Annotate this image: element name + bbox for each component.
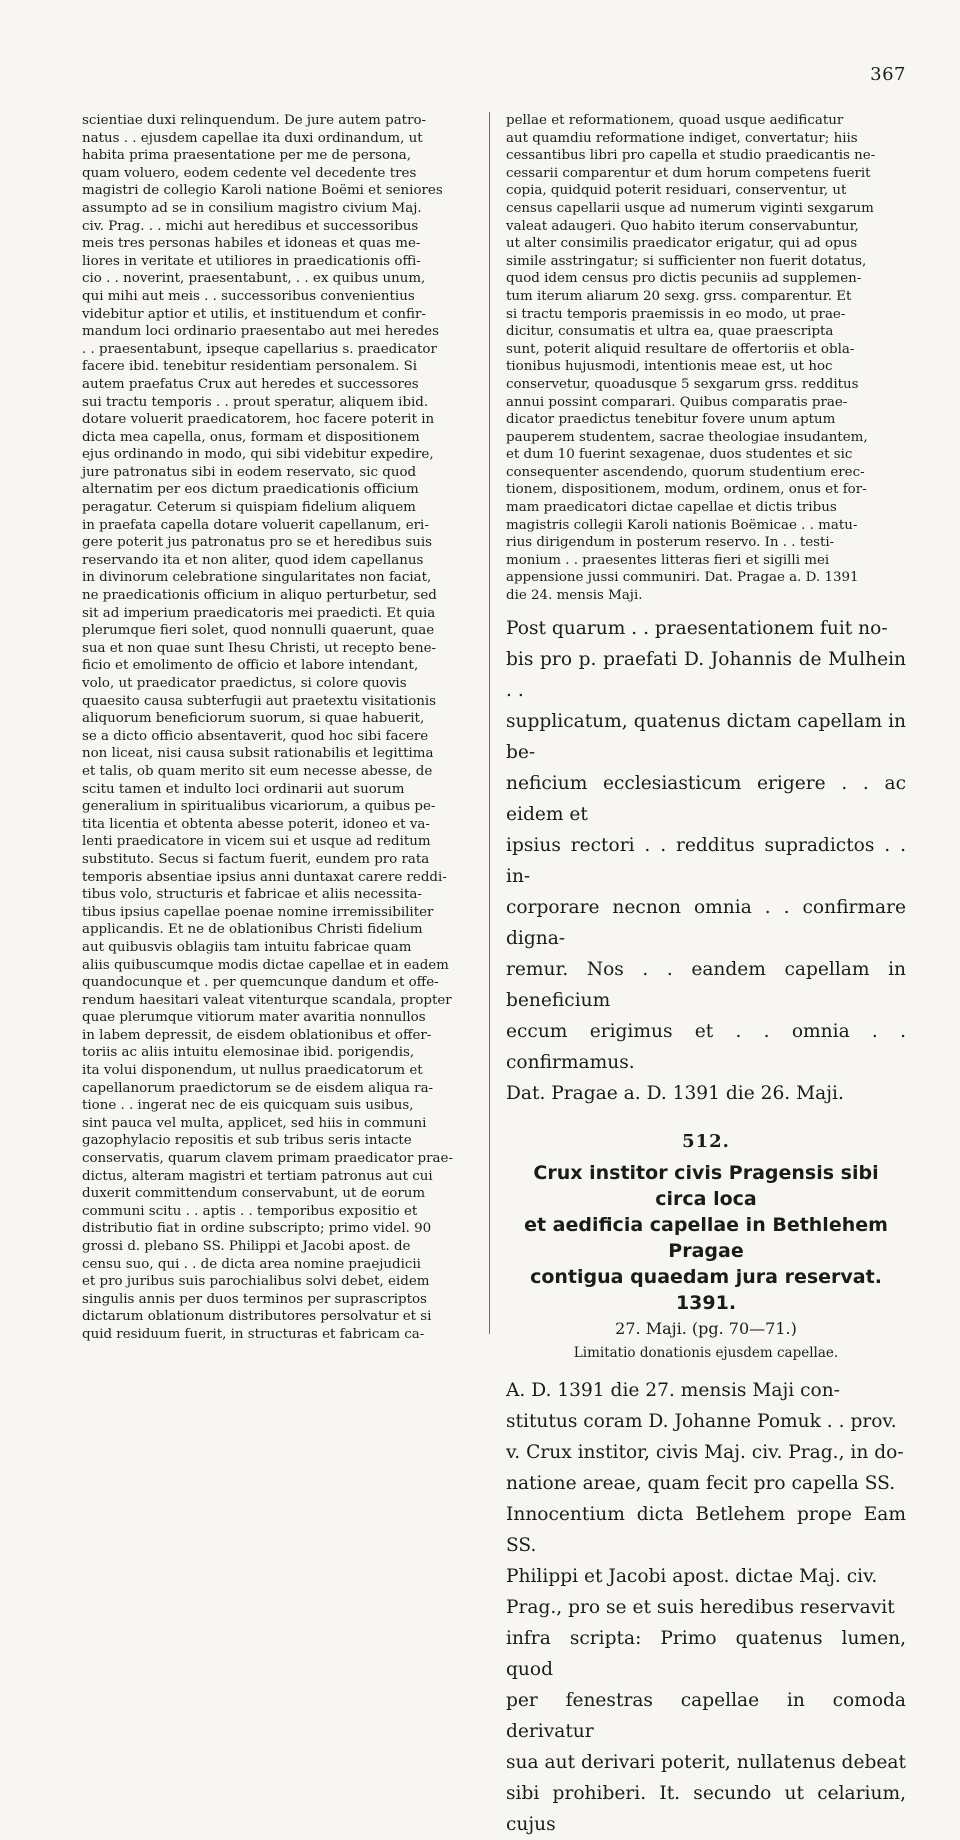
text-line: tibus volo, structuris et fabricae et aliis necessita- [82,887,422,903]
text-line: per fenestras capellae in comoda derivatur [506,1690,906,1743]
text-line: civ. Prag. . . michi aut heredibus et successoribus [82,218,419,234]
text-line: magistri de collegio Karoli natione Boëmi et seniores [82,183,443,199]
text-line: grossi d. plebano SS. Philippi et Jacobi apost. de [82,1239,411,1254]
text-line: applicandis. Et ne de oblationibus Christi fidelium [82,922,423,938]
document-title [506,1160,906,1316]
text-line: quid residuum fuerit, in structuras et fabricam ca- [82,1326,425,1342]
text-line: dicta mea capella, onus, formam et dispositionem [82,429,420,445]
text-line: cessarii comparentur et dum horum competens fuerit [506,165,871,181]
text-line: aut quibusvis oblagiis tam intuitu fabricae quam [82,939,412,955]
text-line: appensione jussi communiri. Dat. Pragae a. D. 1391 [506,570,859,586]
text-line: dicator praedictus tenebitur fovere unum aptum [506,412,836,428]
text-line: qui mihi aut meis . . successoribus convenientius [82,288,415,304]
text-line: reservando ita et non aliter, quod idem capellanus [82,552,424,568]
text-line: die 24. mensis Maji. [506,588,643,604]
text-line: bis pro p. praefati D. Johannis de Mulhein . . [506,648,906,701]
document-body [506,1375,906,1840]
text-line: natione areae, quam fecit pro capella SS. [506,1473,896,1495]
text-line: aliis quibuscumque modis dictae capellae et in eadem [82,957,449,973]
text-line: et talis, ob quam merito sit eum necesse abesse, de [82,763,433,779]
text-line: valeat adaugeri. Quo habito iterum conservabuntur, [506,218,859,234]
text-line: dicitur, consumatis et ultra ea, quae praescripta [506,324,834,340]
text-line: tionibus hujusmodi, intentionis meae est, ut hoc [506,359,833,375]
text-line: singulis annis per duos terminos per suprascriptos [82,1291,427,1307]
text-line: tita licentia et obtenta abesse poterit, idoneo et va- [82,816,430,832]
text-line: sint pauca vel multa, applicet, sed hiis in communi [82,1115,427,1131]
right-column [506,112,906,1840]
title-line: contigua quaedam jura reservat. 1391. [530,1266,882,1315]
text-line: mam praedicatori dictae capellae et dictis tribus [506,500,837,516]
text-line: sunt, poterit aliquid resultare de offertoriis et obla- [506,341,855,357]
text-line: quandocunque et . per quemcunque dandum et offe- [82,975,439,991]
text-line: copia, quidquid poterit residuari, conserventur, ut [506,183,847,199]
text-line: consequenter ascendendo, quorum studentium erec- [506,464,865,480]
text-line: mandum loci ordinario praesentabo aut mei heredes [82,324,439,340]
text-line: jure patronatus sibi in eodem reservato, sic quod [82,464,417,480]
text-line: sua et non quae sunt Ihesu Christi, ut recepto bene- [82,640,437,656]
text-line: aut quamdiu reformatione indiget, convertatur; hiis [506,130,858,146]
text-line: substituto. Secus si factum fuerit, eundem pro rata [82,851,430,867]
confirmation-paragraph [506,613,906,1109]
document-subtitle: Limitatio donationis ejusdem capellae. [573,1345,839,1362]
text-line: corporare necnon omnia . . confirmare digna- [506,896,906,949]
text-line: volo, ut praedicator praedictus, si colore quovis [82,676,407,691]
text-line: quae plerumque vitiorum mater avaritia nonnullos [82,1010,426,1026]
text-line: lenti praedicatore in vicem sui et usque ad reditum [82,834,431,850]
text-line: quod idem census pro dictis pecuniis ad supplemen- [506,271,862,287]
text-line: annui possint comparari. Quibus comparatis prae- [506,394,848,410]
text-line: sit ad imperium praedicatoris mei praedicti. Et quia [82,605,436,621]
text-line: habita prima praesentatione per me de persona, [82,148,411,164]
text-line: infra scripta: Primo quatenus lumen, quod [506,1628,906,1681]
text-line: magistris collegii Karoli nationis Boëmicae . . matu- [506,517,858,533]
text-line: plerumque fieri solet, quod nonnulli quaerunt, quae [82,623,435,639]
text-line: monium . . praesentes litteras fieri et sigilli mei [506,552,830,568]
text-line: assumpto ad se in consilium magistro civium Maj. [82,200,422,216]
text-line: ficio et emolimento de officio et labore intendant, [82,658,419,674]
text-line: se a dicto officio absentaverit, quod hoc sibi facere [82,728,429,744]
text-line: neficium ecclesiasticum erigere . . ac eidem et [506,772,906,825]
text-line: alternatim per eos dictum praedicationis officium [82,482,419,498]
title-line: et aedificia capellae in Bethlehem Pragae [524,1214,888,1263]
text-line: tum iterum aliarum 20 sexg. grss. comparentur. Et [506,288,852,304]
text-line: videbitur aptior et utilis, et instituendum et confir- [82,306,426,322]
text-line: dictarum oblationum distributores persolvatur et si [82,1309,432,1325]
text-line: Prag., pro se et suis heredibus reservavit [506,1597,895,1619]
text-line: quaesito causa subterfugii aut praetextu visitationis [82,693,437,709]
text-line: ita volui disponendum, ut nullus praedicatorum et [82,1063,423,1079]
text-line: temporis absentiae ipsius anni duntaxat carere reddi- [82,869,447,885]
text-line: rendum haesitari valeat vitenturque scandala, propter [82,992,452,1008]
text-line: pellae et reformationem, quoad usque aedificatur [506,113,844,128]
text-line: si tractu temporis praemissis in eo modo, ut prae- [506,306,846,322]
title-line: Crux institor civis Pragensis sibi circa loca [533,1162,879,1211]
text-line: sibi prohiberi. It. secundo ut celarium, cujus [506,1783,906,1836]
text-line: Dat. Pragae a. D. 1391 die 26. Maji. [506,1082,844,1104]
text-line: aliquorum beneficiorum suorum, si quae habuerit, [82,711,425,727]
left-column [82,112,472,1344]
text-line: scientiae duxi relinquendum. De jure autem patro- [82,113,427,128]
text-line: tione . . ingerat nec de eis quicquam suis usibus, [82,1098,414,1114]
text-line: quam voluero, eodem cedente vel decedente tres [82,165,417,181]
text-line: rius dirigendum in posterum reservo. In . . testi- [506,535,835,551]
text-line: simile asstringatur; si sufficienter non fuerit dotatus, [506,253,867,269]
text-line: dotare voluerit praedicatorem, hoc facere poterit in [82,412,435,428]
text-line: conservetur, quoadusque 5 sexgarum grss. redditus [506,376,859,392]
text-line: censu suo, qui . . de dicta area nomine praejudicii [82,1256,421,1272]
text-line: meis tres personas habiles et idoneas et quas me- [82,236,421,252]
text-line: census capellarii usque ad numerum viginti sexgarum [506,200,874,216]
text-line: Philippi et Jacobi apost. dictae Maj. civ. [506,1566,878,1588]
text-line: supplicatum, quatenus dictam capellam in be- [506,710,906,763]
text-line: et dum 10 fuerint sexagenae, duos studentes et sic [506,447,853,463]
document-number: 512. [682,1130,730,1152]
right-column-continuation [506,112,906,605]
text-line: natus . . ejusdem capellae ita duxi ordinandum, ut [82,130,423,146]
text-line: communi scitu . . aptis . . temporibus expositio et [82,1203,418,1219]
text-line: et pro juribus suis parochialibus solvi debet, eidem [82,1274,430,1290]
text-line: toriis ac aliis intuitu elemosinae ibid. porigendis, [82,1045,415,1061]
text-line: scitu tamen et indulto loci ordinarii aut suorum [82,781,405,797]
text-line: autem praefatus Crux aut heredes et successores [82,376,419,392]
text-line: in labem depressit, de eisdem oblationibus et offer- [82,1027,432,1043]
text-line: cio . . noverint, praesentabunt, . . ex quibus unum, [82,271,426,287]
text-line: ejus ordinando in modo, qui sibi videbitur expedire, [82,447,434,463]
text-line: stitutus coram D. Johanne Pomuk . . prov. [506,1411,897,1433]
column-divider [489,112,490,1334]
text-line: Innocentium dicta Betlehem prope Eam SS. [506,1504,906,1557]
text-line: tionem, dispositionem, modum, ordinem, onus et for- [506,482,867,498]
text-line: sui tractu temporis . . prout speratur, aliquem ibid. [82,394,429,410]
text-line: capellanorum praedictorum se de eisdem aliqua ra- [82,1080,434,1096]
text-line: tibus ipsius capellae poenae nomine irremissibiliter [82,904,434,920]
text-line: . . praesentabunt, ipseque capellarius s. praedicator [82,341,437,357]
text-line: ne praedicationis officium in aliquo perturbetur, sed [82,588,437,604]
text-line: liores in veritate et utiliores in praedicationis offi- [82,253,421,269]
text-line: in divinorum celebratione singularitates non faciat, [82,570,432,586]
text-line: cessantibus libri pro capella et studio praedicantis ne- [506,148,876,164]
page-number: 367 [870,64,906,85]
text-line: in praefata capella dotare voluerit capellanum, eri- [82,517,429,533]
text-line: generalium in spiritualibus vicariorum, a quibus pe- [82,799,436,815]
text-line: gere poterit jus patronatus pro se et heredibus suis [82,535,432,551]
text-line: pauperem studentem, sacrae theologiae insudantem, [506,429,868,445]
text-line: non liceat, nisi causa subsit rationabilis et legittima [82,746,434,762]
text-line: dictus, alteram magistri et tertiam patronus aut cui [82,1168,433,1184]
text-line: distributio fiat in ordine subscripto; primo videl. 90 [82,1221,432,1237]
text-line: remur. Nos . . eandem capellam in beneficium [506,958,906,1011]
text-line: facere ibid. tenebitur residentiam personalem. Si [82,359,418,375]
text-line: gazophylacio repositis et sub tribus seris intacte [82,1133,412,1149]
text-line: ut alter consimilis praedicator erigatur, qui ad opus [506,236,858,252]
text-line: Post quarum . . praesentationem fuit no- [506,617,888,639]
document-date: 27. Maji. (pg. 70—71.) [615,1319,797,1339]
text-line: conservatis, quarum clavem primam praedicator prae- [82,1151,453,1167]
text-line: peragatur. Ceterum si quispiam fidelium aliquem [82,500,416,516]
text-line: A. D. 1391 die 27. mensis Maji con- [506,1380,840,1402]
text-line: v. Crux institor, civis Maj. civ. Prag., in do- [506,1442,904,1464]
text-line: sua aut derivari poterit, nullatenus debeat [506,1752,906,1774]
text-line: ipsius rectori . . redditus supradictos . . in- [506,834,906,887]
text-line: eccum erigimus et . . omnia . . confirmamus. [506,1020,906,1073]
text-line: duxerit committendum conservabunt, ut de eorum [82,1186,426,1202]
